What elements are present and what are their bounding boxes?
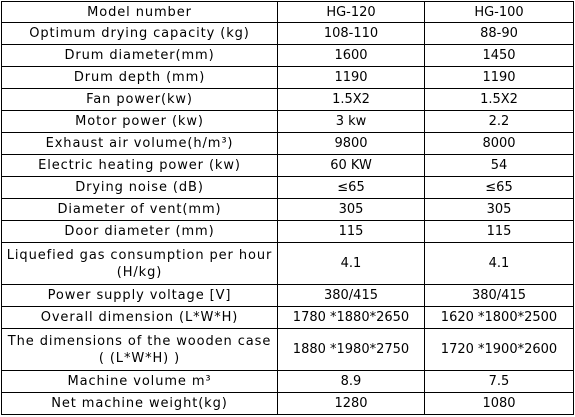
table-row: [2, 111, 574, 133]
row-label-cell: Electric heating power (kw): [2, 155, 278, 177]
row-value-2-cell: 2.2: [425, 111, 574, 133]
row-value-2-cell: 1080: [425, 393, 574, 415]
row-value-1-cell: 1.5X2: [278, 89, 425, 111]
row-value-2-cell: 1.5X2: [425, 89, 574, 111]
row-value-2-cell: ≤65: [425, 177, 574, 199]
row-value-1-cell: 60 KW: [278, 155, 425, 177]
table-row: [2, 89, 574, 111]
row-value-1-cell: 8.9: [278, 371, 425, 393]
table-row: [2, 393, 574, 415]
row-label-cell: Liquefied gas consumption per hour (H/kg): [2, 243, 278, 285]
row-value-2-cell: 54: [425, 155, 574, 177]
row-label-cell: Motor power (kw): [2, 111, 278, 133]
specification-table: [1, 1, 574, 415]
row-value-1-cell: 108-110: [278, 23, 425, 45]
row-value-1-cell: 115: [278, 221, 425, 243]
row-label-cell: Fan power(kw): [2, 89, 278, 111]
row-label-cell: The dimensions of the wooden case ( (L*W*H) ): [2, 329, 278, 371]
row-value-1-cell: 1600: [278, 45, 425, 67]
row-value-2-cell: 1720 *1900*2600: [425, 329, 574, 371]
row-label-cell: Net machine weight(kg): [2, 393, 278, 415]
table-row: [2, 177, 574, 199]
table-row: [2, 23, 574, 45]
table-row: [2, 243, 574, 285]
row-label-cell: Optimum drying capacity (kg): [2, 23, 278, 45]
row-value-1-cell: 305: [278, 199, 425, 221]
row-value-1-cell: 1880 *1980*2750: [278, 329, 425, 371]
row-value-1-cell: 380/415: [278, 285, 425, 307]
row-label-cell: Machine volume m³: [2, 371, 278, 393]
table-row: [2, 45, 574, 67]
header-label-cell: Model number: [2, 2, 278, 23]
row-value-1-cell: 4.1: [278, 243, 425, 285]
row-label-cell: Exhaust air volume(h/m³): [2, 133, 278, 155]
row-value-2-cell: 115: [425, 221, 574, 243]
row-label-cell: Door diameter (mm): [2, 221, 278, 243]
row-label-cell: Drum depth (mm): [2, 67, 278, 89]
row-label-cell: Power supply voltage [V]: [2, 285, 278, 307]
table-row: [2, 285, 574, 307]
table-row: [2, 371, 574, 393]
row-value-2-cell: 1450: [425, 45, 574, 67]
row-value-2-cell: 380/415: [425, 285, 574, 307]
row-label-cell: Drying noise (dB): [2, 177, 278, 199]
row-value-2-cell: 7.5: [425, 371, 574, 393]
row-value-2-cell: 1190: [425, 67, 574, 89]
row-value-1-cell: 1190: [278, 67, 425, 89]
row-label-cell: Diameter of vent(mm): [2, 199, 278, 221]
header-model-2-cell: HG-100: [425, 2, 574, 23]
table-row: [2, 155, 574, 177]
row-value-2-cell: 8000: [425, 133, 574, 155]
row-value-1-cell: 1280: [278, 393, 425, 415]
row-value-1-cell: 3 kw: [278, 111, 425, 133]
row-label-cell: Overall dimension (L*W*H): [2, 307, 278, 329]
row-value-2-cell: 88-90: [425, 23, 574, 45]
row-value-2-cell: 4.1: [425, 243, 574, 285]
table-row: [2, 199, 574, 221]
row-label-cell: Drum diameter(mm): [2, 45, 278, 67]
row-value-2-cell: 1620 *1800*2500: [425, 307, 574, 329]
table-row: [2, 329, 574, 371]
table-row: [2, 67, 574, 89]
row-value-1-cell: 1780 *1880*2650: [278, 307, 425, 329]
row-value-1-cell: ≤65: [278, 177, 425, 199]
row-value-2-cell: 305: [425, 199, 574, 221]
row-value-1-cell: 9800: [278, 133, 425, 155]
table-row: [2, 307, 574, 329]
header-model-1-cell: HG-120: [278, 2, 425, 23]
table-header-row: [2, 2, 574, 23]
table-row: [2, 133, 574, 155]
table-row: [2, 221, 574, 243]
